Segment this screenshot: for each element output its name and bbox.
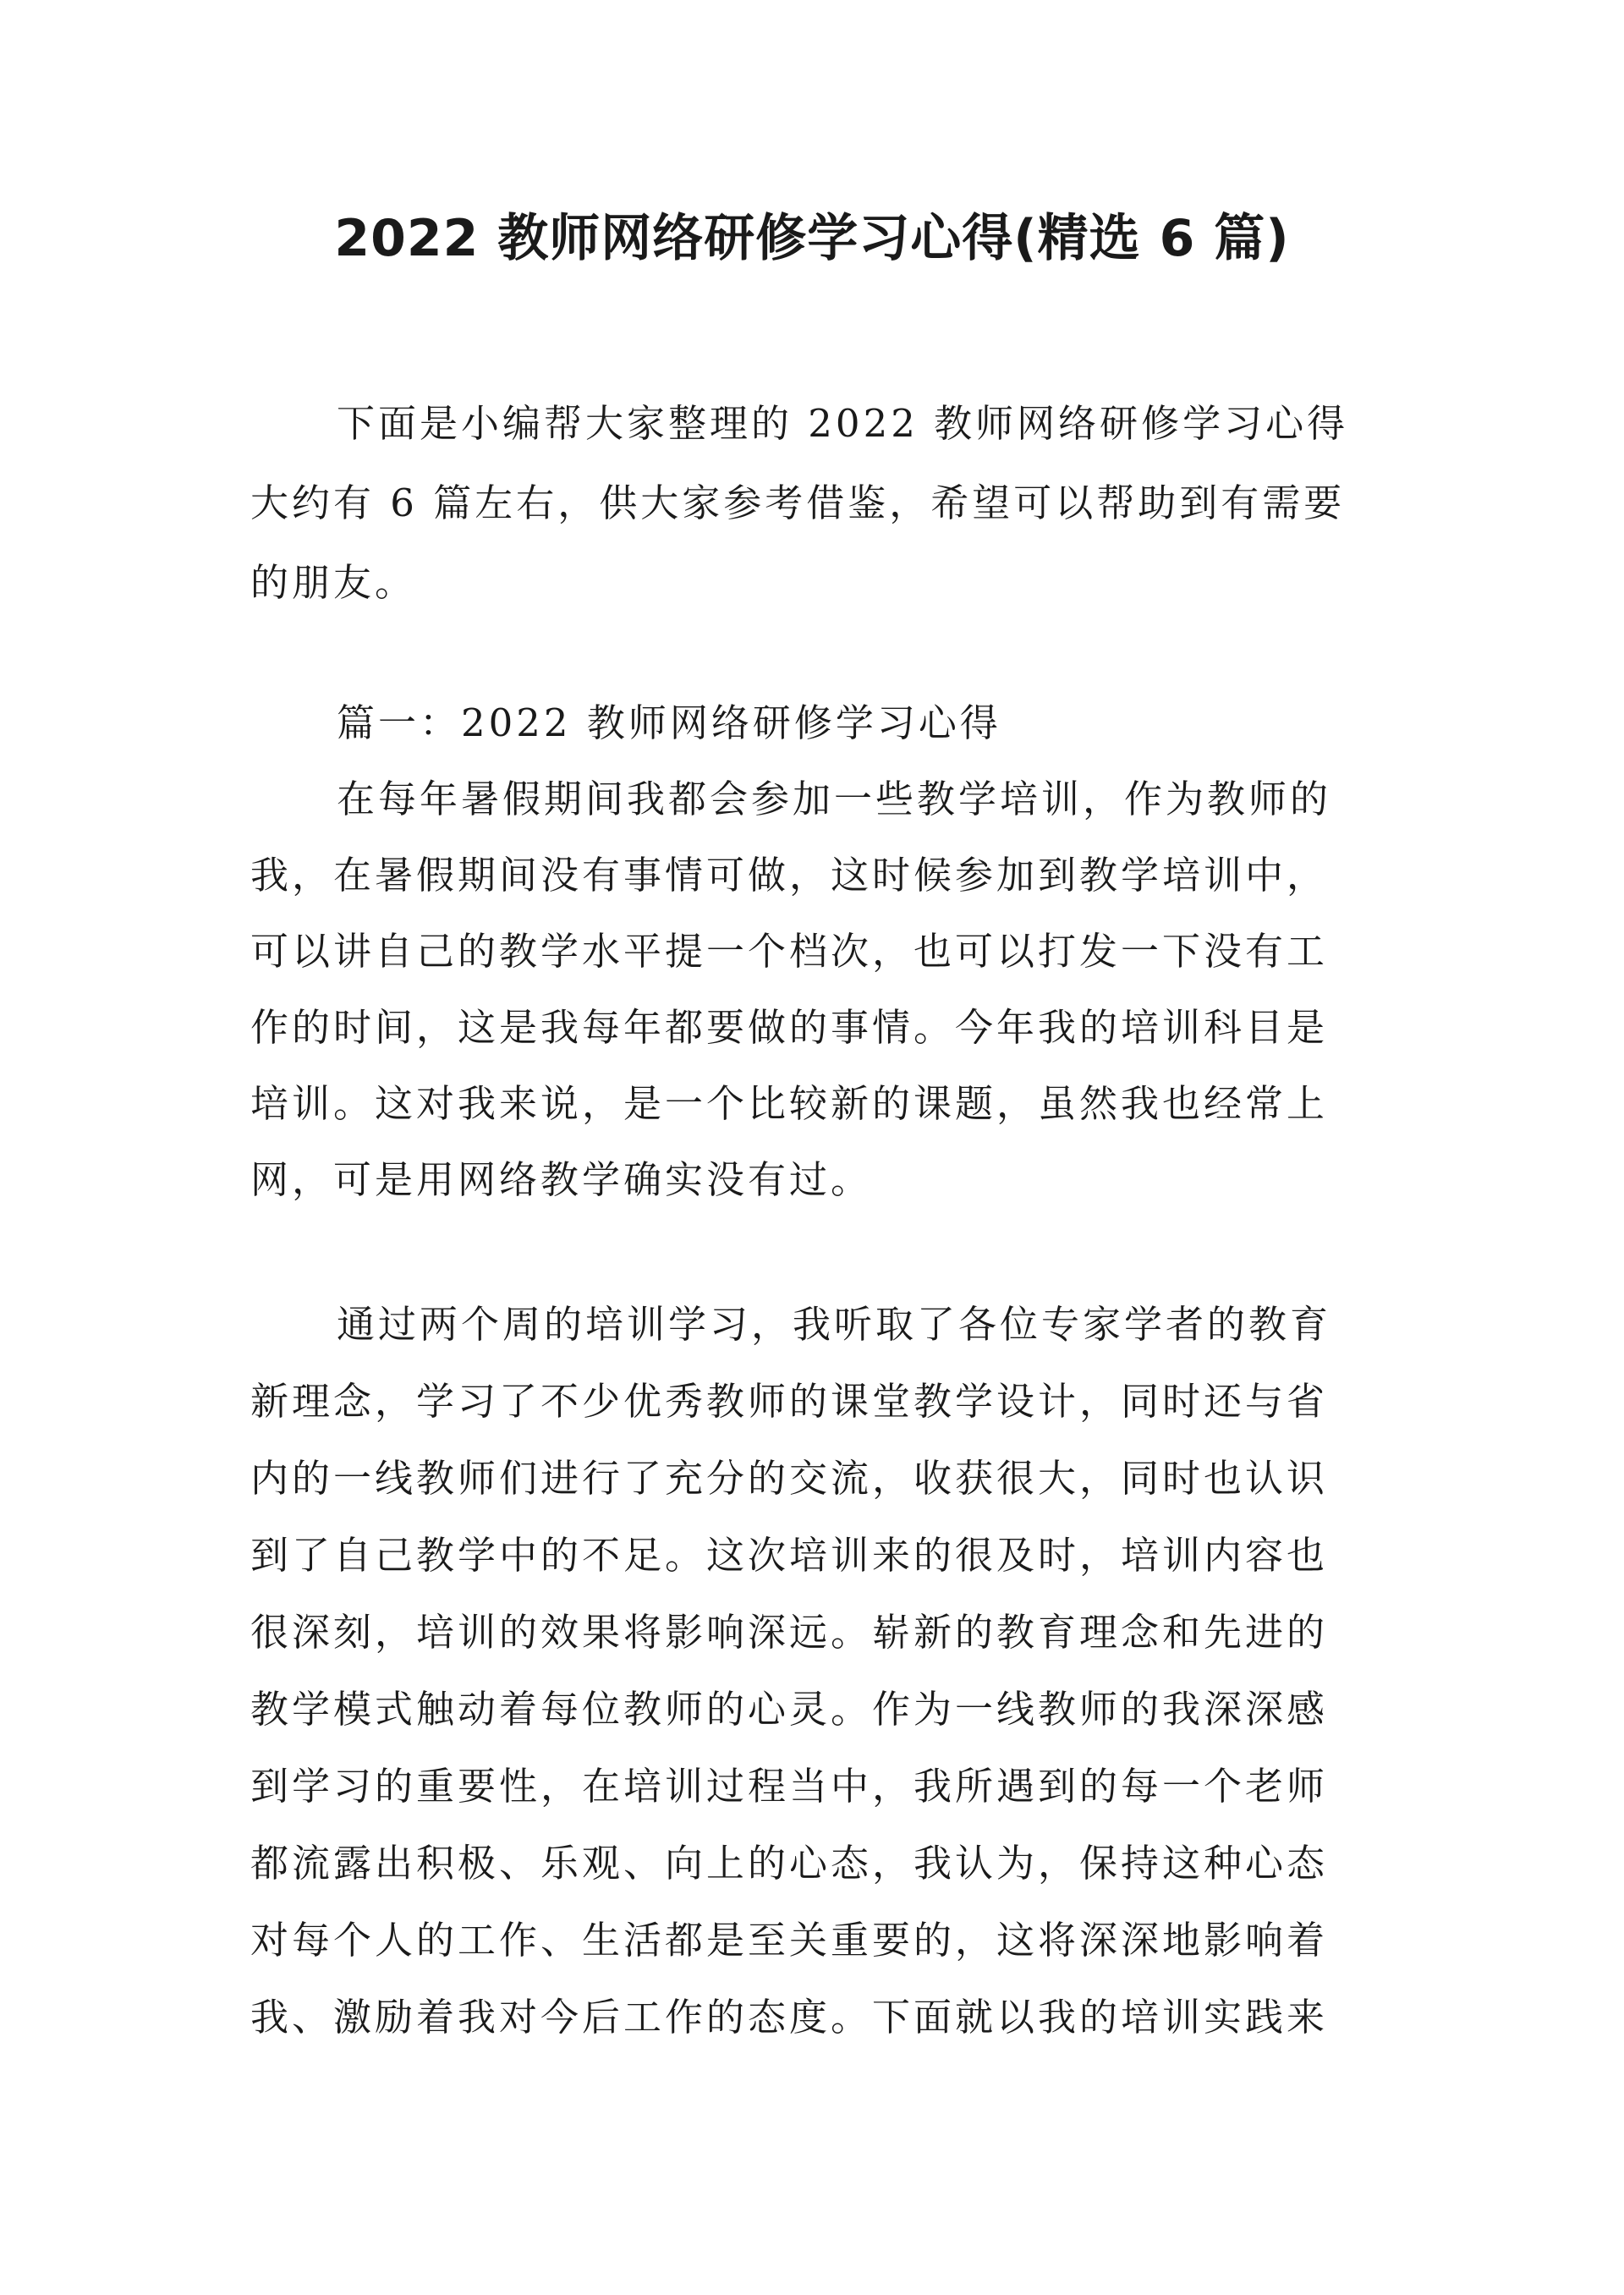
paragraph-line: 到了自己教学中的不足。这次培训来的很及时，培训内容也 [250,1533,1329,1578]
section-heading: 篇一：2022 教师网络研修学习心得 [337,700,1001,745]
paragraph-line: 可以讲自己的教学水平提一个档次，也可以打发一下没有工 [250,929,1329,974]
paragraph-line: 新理念，学习了不少优秀教师的课堂教学设计，同时还与省 [250,1379,1329,1424]
paragraph-line: 作的时间，这是我每年都要做的事情。今年我的培训科目是 [250,1005,1329,1050]
paragraph-line: 培训。这对我来说，是一个比较新的课题，虽然我也经常上 [250,1081,1329,1126]
intro-paragraph [250,384,1384,623]
intro-line: 大约有 6 篇左右，供大家参考借鉴，希望可以帮助到有需要 [250,480,1346,525]
body-paragraph-1 [250,761,1384,1218]
intro-line: 下面是小编帮大家整理的 2022 教师网络研修学习心得 [337,401,1349,446]
paragraph-line: 在每年暑假期间我都会参加一些教学培训，作为教师的 [337,777,1332,821]
paragraph-line: 对每个人的工作、生活都是至关重要的，这将深深地影响着 [250,1918,1329,1963]
body-paragraph-2 [250,1286,1384,2056]
paragraph-line: 我、激励着我对今后工作的态度。下面就以我的培训实践来 [250,1995,1329,2040]
paragraph-line: 都流露出积极、乐观、向上的心态，我认为，保持这种心态 [250,1841,1329,1886]
paragraph-line: 教学模式触动着每位教师的心灵。作为一线教师的我深深感 [250,1687,1329,1732]
paragraph-line: 到学习的重要性，在培训过程当中，我所遇到的每一个老师 [250,1764,1329,1809]
paragraph-line: 通过两个周的培训学习，我听取了各位专家学者的教育 [337,1302,1332,1347]
paragraph-line: 我，在暑假期间没有事情可做，这时候参加到教学培训中， [250,853,1329,898]
document-title: 2022 教师网络研修学习心得(精选 6 篇) [334,209,1290,268]
paragraph-line: 内的一线教师们进行了充分的交流，收获很大，同时也认识 [250,1456,1329,1501]
intro-line: 的朋友。 [250,560,417,605]
paragraph-line: 网，可是用网络教学确实没有过。 [250,1157,873,1202]
paragraph-line: 很深刻，培训的效果将影响深远。崭新的教育理念和先进的 [250,1610,1329,1655]
